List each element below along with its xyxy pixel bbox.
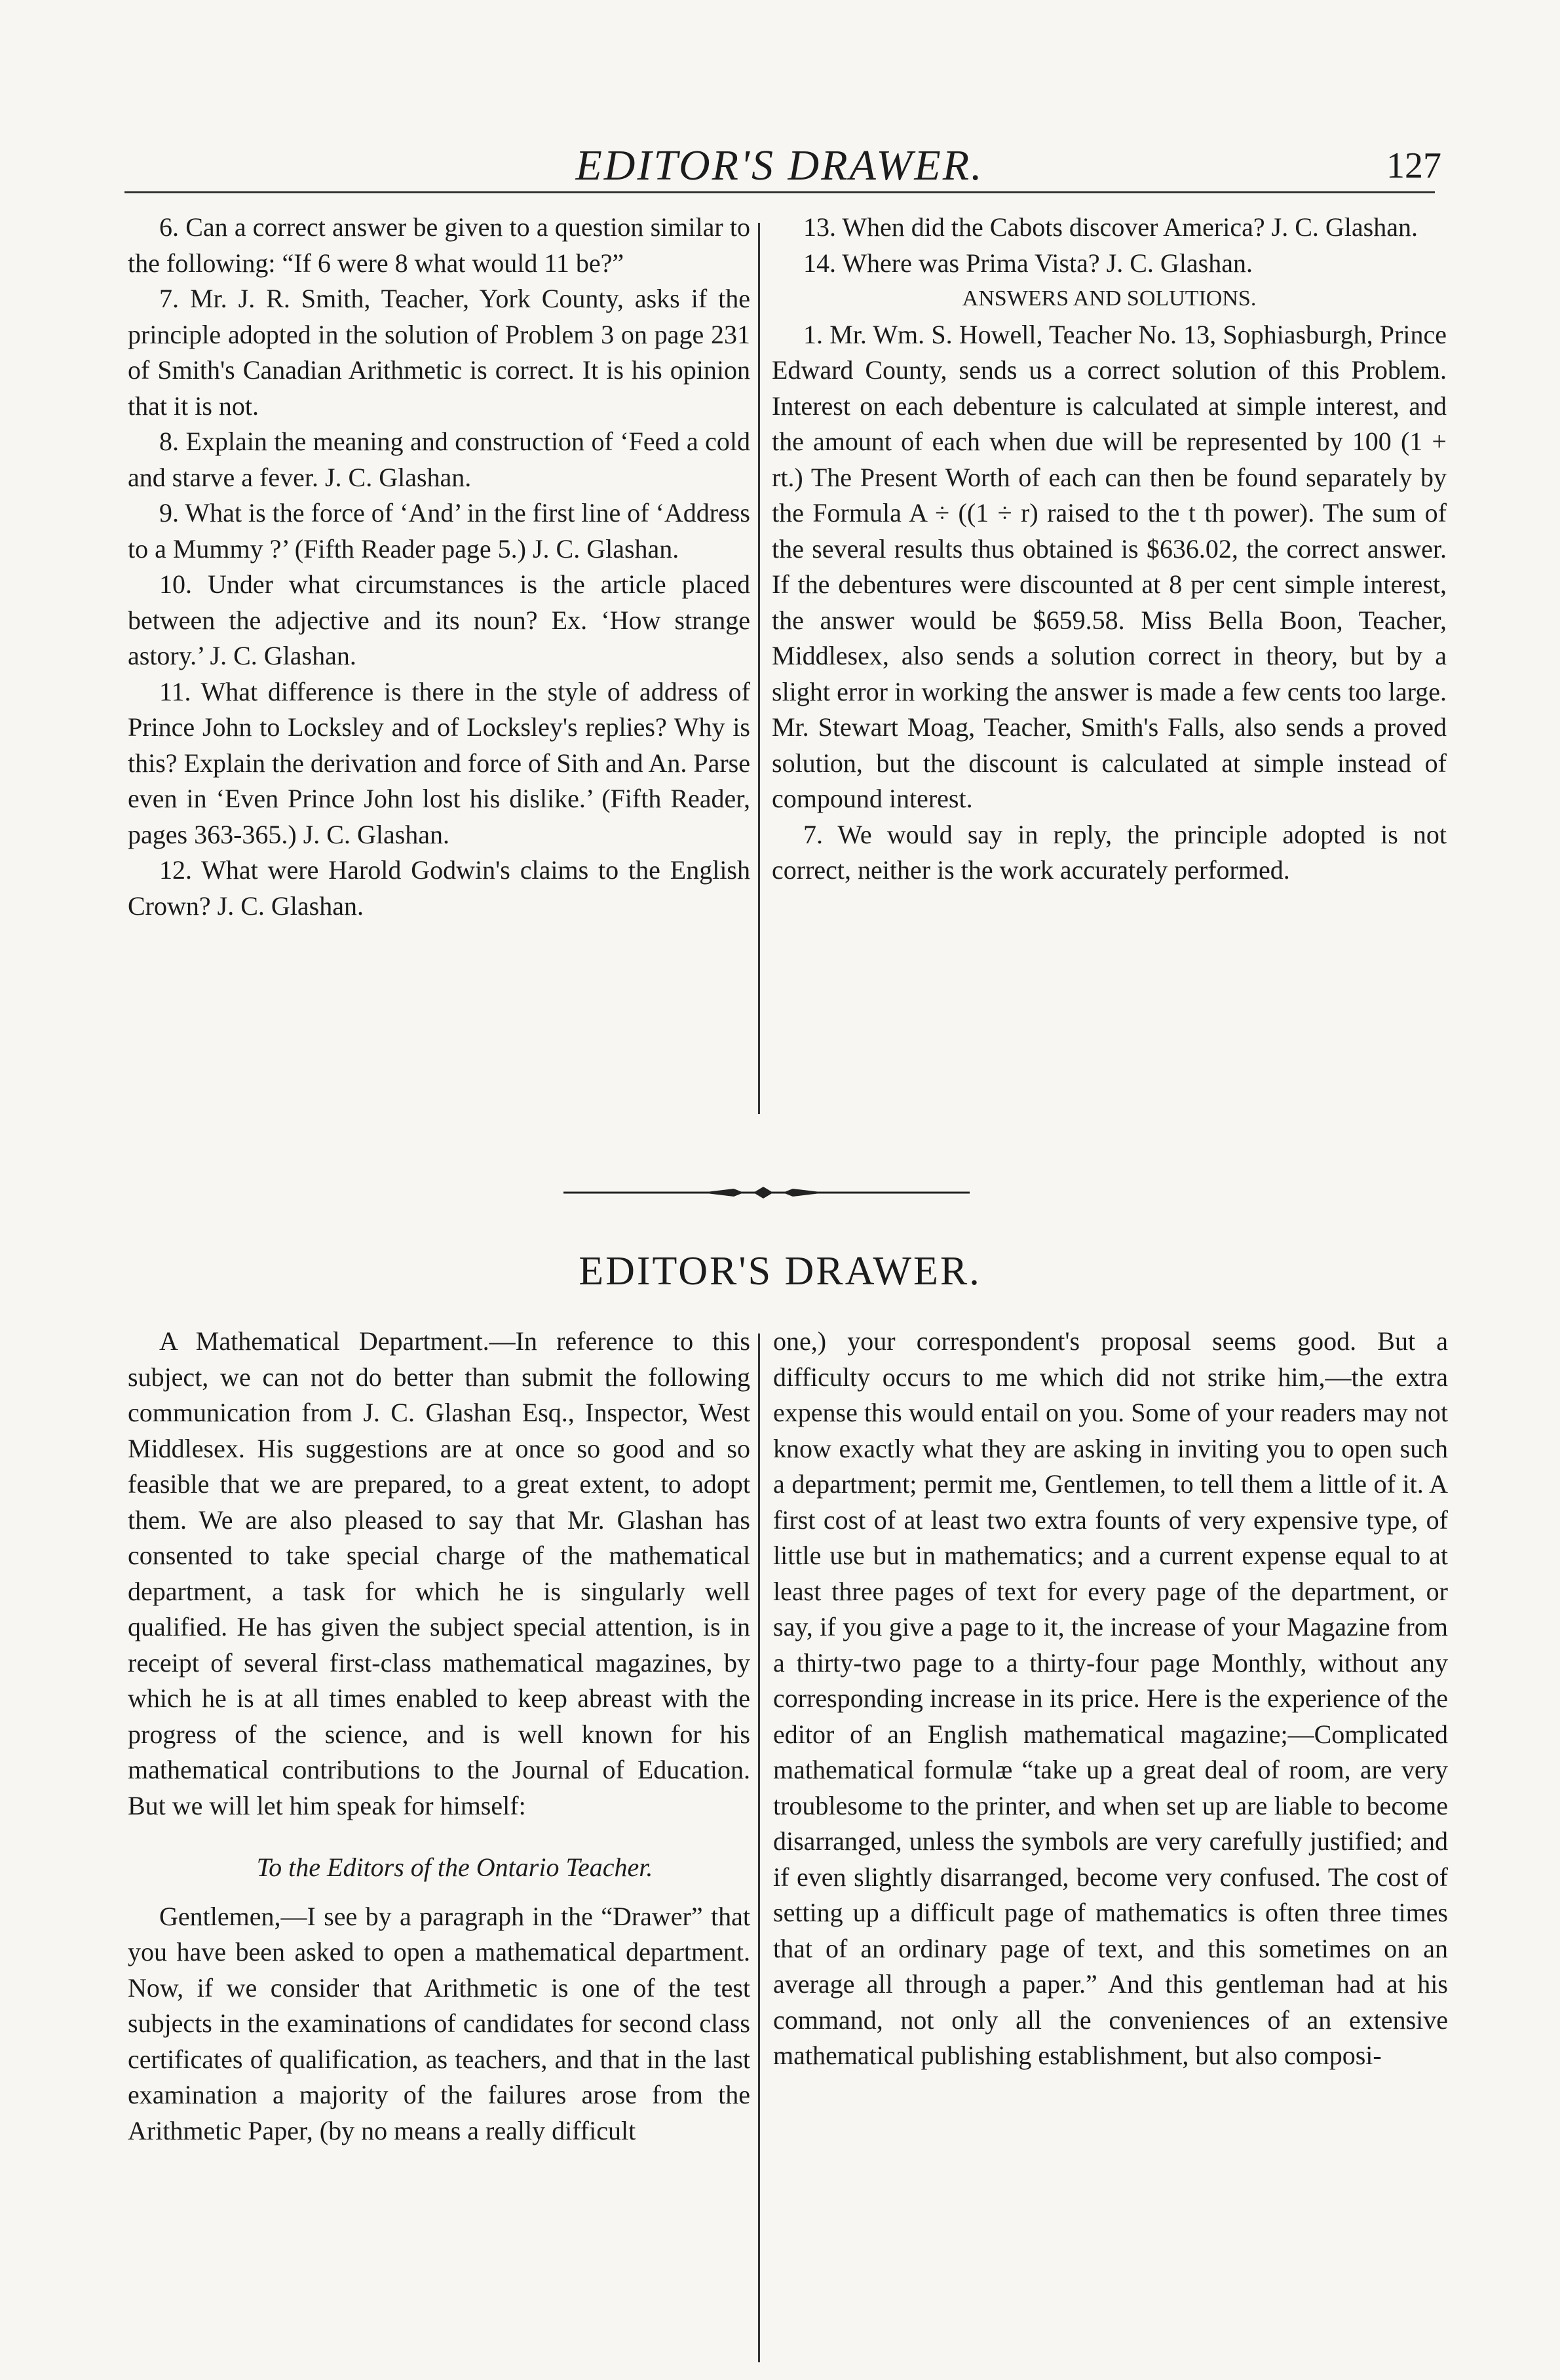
- running-title: EDITOR'S DRAWER.: [575, 142, 984, 189]
- letter-salutation: To the Editors of the Ontario Teacher.: [256, 1852, 653, 1882]
- question-11: 11. What difference is there in the style of address of Prince John to Locksley and of Locksley's replies? Why is this? Explain the derivation and force of Sith and An. Parse even in ‘Even Prince John lost his dislike.’ (Fifth Reader, pages 363-365.) J. C. Glashan.: [128, 676, 750, 849]
- letter-body: Gentlemen,—I see by a paragraph in the “Drawer” that you have been asked to open a mathematical department. Now, if we consider that Arithmetic is one of the test subjects in the examinations of candidates for second class certificates of qualification, as teachers, and that in the last examination a majority of the failures arose from the Arithmetic Paper, (by no means a really difficult: [128, 1901, 750, 2145]
- questions-column-left: [128, 210, 750, 924]
- question-13: 13. When did the Cabots discover America? J. C. Glashan.: [803, 212, 1418, 242]
- question-8: 8. Explain the meaning and construction of ‘Feed a cold and starve a fever. J. C. Glashan.: [128, 427, 750, 492]
- header-rule: [124, 191, 1435, 193]
- question-7: 7. Mr. J. R. Smith, Teacher, York County, asks if the principle adopted in the solution of Problem 3 on page 231 of Smith's Canadian Arithmetic is correct. It is his opinion that it is not.: [128, 284, 750, 421]
- article-intro: A Mathematical Department.—In reference to this subject, we can not do better than submit the following communication from J. C. Glashan Esq., Inspector, West Middlesex. His suggestions are at once so good and so feasible that we are prepared, to a great extent, to adopt them. We are also pleased to say that Mr. Glashan has consented to take special charge of the mathematical department, a task for which he is singularly well qualified. He has given the subject special attention, is in receipt of several first-class mathematical magazines, by which he is at all times enabled to keep abreast with the progress of the science, and is well known for his mathematical contributions to the Journal of Education. But we will let him speak for himself:: [128, 1326, 750, 1820]
- question-6: 6. Can a correct answer be given to a question similar to the following: “If 6 were 8 what would 11 be?”: [128, 212, 750, 278]
- question-10: 10. Under what circumstances is the article placed between the adjective and its noun? Ex. ‘How strange astory.’ J. C. Glashan.: [128, 569, 750, 670]
- questions-column-right: [772, 210, 1447, 889]
- article-column-right: [773, 1324, 1448, 2074]
- column-divider-bottom: [758, 1334, 760, 2362]
- letter-continuation: one,) your correspondent's proposal seems good. But a difficulty occurs to me which did not strike him,—the extra expense this would entail on you. Some of your readers may not know exactly what they are asking in inviting you to open such a department; permit me, Gentlemen, to tell them a little of it. A first cost of at least two extra founts of very expensive type, of little use but in mathematics; and a current expense equal to at least three pages of text for every page of the department, or say, if you give a page to it, the increase of your Magazine from a thirty-two page to a thirty-four page Monthly, without any corresponding increase in its price. Here is the experience of the editor of an English mathematical magazine;—Complicated mathematical formulæ “take up a great deal of room, are very troublesome to the printer, and when set up are liable to become disarranged, unless the symbols are very carefully justified; and if even slightly disarranged, become very confused. The cost of setting up a difficult page of mathematics is often three times that of an ordinary page of text, and this sometimes on an average all through a paper.” And this gentleman had at his command, not only all the conveniences of an extensive mathematical publishing establishment, but also composi-: [773, 1326, 1448, 2070]
- answer-1: 1. Mr. Wm. S. Howell, Teacher No. 13, Sophiasburgh, Prince Edward County, sends us a correct solution of this Problem. Interest on each debenture is calculated at simple interest, and the amount of each when due will be represented by 100 (1 + rt.) The Present Worth of each can then be found separately by the Formula A ÷ ((1 ÷ r) raised to the t th power). The sum of the several results thus obtained is $636.02, the correct answer. If the debentures were discounted at 8 per cent simple interest, the answer would be $659.58. Miss Bella Boon, Teacher, Middlesex, also sends a solution correct in theory, but by a slight error in working the answer is made a few cents too large. Mr. Stewart Moag, Teacher, Smith's Falls, also sends a proved solution, but the discount is calculated at simple instead of compound interest.: [772, 319, 1447, 813]
- section-heading: EDITOR'S DRAWER.: [579, 1249, 981, 1294]
- question-9: 9. What is the force of ‘And’ in the first line of ‘Address to a Mummy ?’ (Fifth Reader page 5.) J. C. Glashan.: [128, 498, 750, 564]
- question-14: 14. Where was Prima Vista? J. C. Glashan.: [803, 248, 1253, 278]
- answer-7: 7. We would say in reply, the principle adopted is not correct, neither is the work accurately performed.: [772, 819, 1447, 885]
- page-number: 127: [1386, 145, 1441, 186]
- column-divider-top: [758, 223, 760, 1114]
- answers-heading: ANSWERS AND SOLUTIONS.: [962, 286, 1257, 311]
- ornamental-divider: [563, 1183, 970, 1202]
- question-12: 12. What were Harold Godwin's claims to the English Crown? J. C. Glashan.: [128, 855, 750, 921]
- article-column-left: [128, 1324, 750, 2149]
